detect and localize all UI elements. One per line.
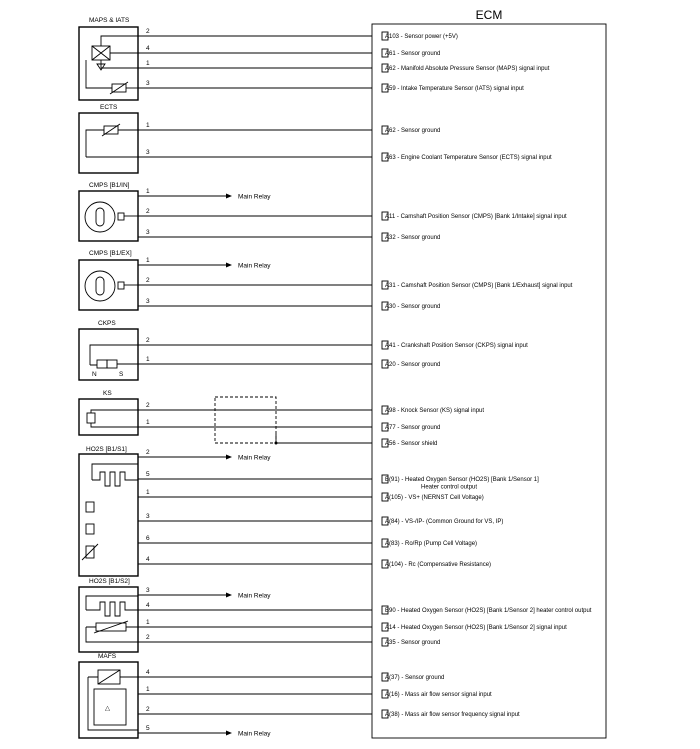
- ecm-signal-label: A31 - Camshaft Position Sensor (CMPS) [Bank 1/Exhaust] signal input: [385, 283, 573, 290]
- main-relay-label: Main Relay: [238, 193, 271, 201]
- pin-number: 4: [146, 602, 150, 609]
- pin-number: 2: [146, 277, 150, 284]
- ho2s-s1-heater-symbol: [82, 464, 138, 560]
- pin-number: 1: [146, 356, 150, 363]
- maps-iats-box: [79, 27, 138, 100]
- mafs-sensor-symbol: [88, 670, 138, 730]
- pin-number: 2: [146, 337, 150, 344]
- pin-number: 3: [146, 587, 150, 594]
- main-relay-label: Main Relay: [238, 592, 271, 600]
- pin-number: 4: [146, 45, 150, 52]
- relay-arrow: [226, 455, 232, 460]
- ecm-signal-label: B90 - Heated Oxygen Sensor (HO2S) [Bank 1/Sensor 2] heater control output: [385, 608, 592, 615]
- ecm-signal-label: A(83) - Ro/Rp (Pump Cell Voltage): [385, 541, 478, 548]
- ecm-signal-label: A(16) - Mass air flow sensor signal input: [385, 692, 492, 699]
- ckps-box: [79, 329, 138, 380]
- ecm-signal-label: A(105) - VS+ (NERNST Cell Voltage): [385, 495, 484, 502]
- pin-number: 1: [146, 122, 150, 129]
- ecm-signal-label: A59 - Intake Temperature Sensor (IATS) signal input: [385, 86, 524, 93]
- main-relay-label: Main Relay: [238, 262, 271, 270]
- relay-arrow: [226, 194, 232, 199]
- mafs-symbol: △: [105, 705, 110, 712]
- group-label: MAFS: [98, 653, 117, 660]
- ecm-signal-label: A30 - Sensor ground: [385, 304, 441, 311]
- ecm-signal-label: A77 - Sensor ground: [385, 425, 441, 432]
- main-relay-label: Main Relay: [238, 454, 271, 462]
- ecm-signal-label: A62 - Sensor ground: [385, 128, 441, 135]
- pin-number: 2: [146, 449, 150, 456]
- ecm-signal-label: A14 - Heated Oxygen Sensor (HO2S) [Bank 1/Sensor 2] signal input: [385, 625, 567, 632]
- maps-sensor-symbol: [92, 36, 138, 70]
- ks-sensor-symbol: [87, 410, 138, 427]
- group-label: HO2S [B1/S1]: [86, 446, 127, 453]
- ho2s-s2-heater-symbol: [86, 596, 138, 642]
- pin-number: 1: [146, 686, 150, 693]
- pin-number: 3: [146, 298, 150, 305]
- group-label: CMPS [B1/IN]: [89, 182, 130, 189]
- ks-shield: [215, 397, 276, 443]
- pin-number: 2: [146, 28, 150, 35]
- ecm-signal-label: B(91) - Heated Oxygen Sensor (HO2S) [Bank 1/Sensor 1]: [385, 477, 539, 484]
- ecm-signal-label: A63 - Engine Coolant Temperature Sensor (ECTS) signal input: [385, 155, 552, 162]
- ckps-pole-s: S: [119, 371, 124, 378]
- iats-thermistor-symbol: [86, 60, 138, 94]
- ecm-signal-label: A(38) - Mass air flow sensor frequency signal input: [385, 712, 520, 719]
- pin-number: 1: [146, 257, 150, 264]
- pin-number: 1: [146, 619, 150, 626]
- pin-number: 2: [146, 208, 150, 215]
- ckps-magnet-symbol: [90, 345, 138, 368]
- ecm-signal-label: A(104) - Rc (Compensative Resistance): [385, 562, 492, 569]
- group-label: MAPS & IATS: [89, 17, 130, 24]
- pin-number: 3: [146, 229, 150, 236]
- cmps-ex-sensor-symbol: [85, 271, 138, 301]
- pin-number: 5: [146, 471, 150, 478]
- ecm-signal-label: A35 - Sensor ground: [385, 640, 441, 647]
- pin-number: 3: [146, 513, 150, 520]
- pin-number: 1: [146, 188, 150, 195]
- pin-number: 4: [146, 669, 150, 676]
- pin-number: 1: [146, 60, 150, 67]
- group-label: KS: [103, 390, 112, 397]
- relay-arrow: [226, 263, 232, 268]
- ects-box: [79, 113, 138, 173]
- ecm-signal-label: A98 - Knock Sensor (KS) signal input: [385, 408, 485, 415]
- pin-number: 1: [146, 489, 150, 496]
- ecm-signal-label: A103 - Sensor power (+5V): [385, 34, 458, 41]
- ecm-signal-label: A(37) - Sensor ground: [385, 675, 445, 682]
- pin-number: 6: [146, 535, 150, 542]
- ecm-title: ECM: [475, 8, 503, 22]
- cmps-in-sensor-symbol: [85, 202, 138, 232]
- ecm-signal-label: A41 - Crankshaft Position Sensor (CKPS) signal input: [385, 343, 528, 350]
- ks-box: [79, 399, 138, 435]
- main-relay-label: Main Relay: [238, 730, 271, 738]
- ecm-signal-label: A62 - Manifold Absolute Pressure Sensor (MAPS) signal input: [385, 66, 550, 73]
- ecm-signal-label: A32 - Sensor ground: [385, 235, 441, 242]
- group-label: HO2S [B1/S2]: [89, 578, 130, 585]
- ecm-signal-label: A56 - Sensor shield: [385, 441, 438, 448]
- pin-number: 2: [146, 634, 150, 641]
- ects-thermistor-symbol: [86, 124, 138, 157]
- ecm-signal-label: A(84) - VS-/IP- (Common Ground for VS, IP): [385, 519, 504, 526]
- ecm-signal-label: A61 - Sensor ground: [385, 51, 441, 58]
- pin-number: 2: [146, 402, 150, 409]
- ecm-signal-label: A11 - Camshaft Position Sensor (CMPS) [Bank 1/Intake] signal input: [385, 214, 567, 221]
- group-label: CKPS: [98, 320, 116, 327]
- relay-arrow: [226, 593, 232, 598]
- pin-number: 2: [146, 706, 150, 713]
- pin-number: 4: [146, 556, 150, 563]
- pin-number: 3: [146, 80, 150, 87]
- ckps-pole-n: N: [92, 371, 97, 378]
- ecm-signal-label: A20 - Sensor ground: [385, 362, 441, 369]
- pin-number: 5: [146, 725, 150, 732]
- pin-number: 3: [146, 149, 150, 156]
- relay-arrow: [226, 731, 232, 736]
- wires-layer: [138, 28, 592, 738]
- group-label: CMPS [B1/EX]: [89, 250, 132, 257]
- group-label: ECTS: [100, 104, 118, 111]
- ecm-signal-label-line2: Heater control output: [421, 484, 478, 491]
- pin-number: 1: [146, 419, 150, 426]
